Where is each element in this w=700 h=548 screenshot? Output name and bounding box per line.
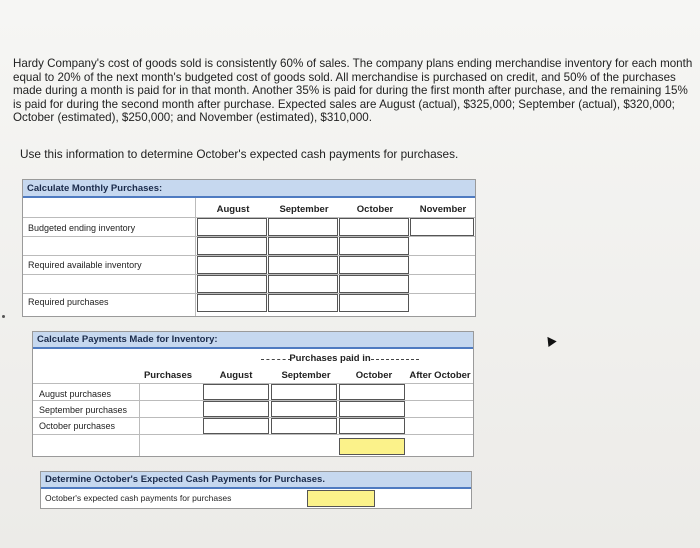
margin-dot <box>2 315 5 318</box>
col-pay-after-october: After October <box>409 370 471 381</box>
input-cogs-august[interactable] <box>197 237 267 255</box>
input-pay-oct-october[interactable] <box>339 418 405 434</box>
input-pay-aug-october[interactable] <box>339 384 405 400</box>
input-rp-october[interactable] <box>339 294 409 312</box>
instruction-text: Use this information to determine October's expected cash payments for purchases. <box>20 147 459 161</box>
input-bei-august[interactable] <box>197 218 267 236</box>
input-pay-oct-purchases[interactable] <box>203 418 269 434</box>
input-pay-sep-october[interactable] <box>339 401 405 417</box>
col-november: November <box>419 204 467 215</box>
input-bi-october[interactable] <box>339 275 409 293</box>
input-pay-aug-purchases[interactable] <box>203 384 269 400</box>
col-pay-august: August <box>219 370 253 381</box>
col-september: September <box>279 204 329 215</box>
input-pay-sep-september[interactable] <box>271 401 337 417</box>
row-september-purchases: September purchases <box>39 405 128 415</box>
payments-header: Calculate Payments Made for Inventory: <box>33 332 473 349</box>
grid-line <box>33 434 473 435</box>
grid-line <box>195 198 196 316</box>
input-bei-october[interactable] <box>339 218 409 236</box>
input-rai-october[interactable] <box>339 256 409 274</box>
col-october: October <box>356 204 394 215</box>
monthly-purchases-table <box>22 179 476 317</box>
input-bei-september[interactable] <box>268 218 338 236</box>
input-bi-august[interactable] <box>197 275 267 293</box>
cash-payments-header: Determine October's Expected Cash Payments for Purchases. <box>41 472 471 489</box>
input-pay-aug-september[interactable] <box>271 384 337 400</box>
row-required-purchases: Required purchases <box>28 297 109 307</box>
row-october-cash-payments: October's expected cash payments for purchases <box>45 493 232 503</box>
input-cogs-september[interactable] <box>268 237 338 255</box>
input-bi-september[interactable] <box>268 275 338 293</box>
group-dash-right <box>371 359 419 361</box>
group-dash-left <box>261 359 291 361</box>
input-pay-sep-purchases[interactable] <box>203 401 269 417</box>
input-pay-total-october[interactable] <box>339 438 405 455</box>
input-rai-august[interactable] <box>197 256 267 274</box>
row-august-purchases: August purchases <box>39 389 112 399</box>
payments-table <box>32 331 474 457</box>
input-rp-september[interactable] <box>268 294 338 312</box>
input-bei-november[interactable] <box>410 218 474 236</box>
row-october-purchases: October purchases <box>39 421 116 431</box>
purchases-paid-in-label: Purchases paid in <box>289 353 371 364</box>
input-cogs-october[interactable] <box>339 237 409 255</box>
col-purchases: Purchases <box>143 370 193 381</box>
input-pay-oct-september[interactable] <box>271 418 337 434</box>
row-required-available-inventory: Required available inventory <box>28 260 142 270</box>
monthly-purchases-header: Calculate Monthly Purchases: <box>23 180 475 198</box>
col-pay-october: October <box>355 370 393 381</box>
grid-line <box>139 383 140 456</box>
input-rai-september[interactable] <box>268 256 338 274</box>
problem-text: Hardy Company's cost of goods sold is consistently 60% of sales. The company plans ending merchandise inventory for each month equal to 20% of the next month's budgeted cost of goods sold. All merchandise is purchased on credit, and 50% of the purchases made during a month is paid for in that month. Another 35% is paid for during the first month after purchase, and the remaining 15% is paid for during the second month after purchase. Expected sales are August (actual), $325,000; September (actual), $320,000; October (estimated), $250,000; and November (estimated), $310,000. <box>13 57 693 125</box>
col-pay-september: September <box>281 370 331 381</box>
mouse-cursor-icon <box>543 334 556 347</box>
row-budgeted-ending-inventory: Budgeted ending inventory <box>28 223 136 233</box>
cash-payments-table <box>40 471 472 509</box>
col-august: August <box>216 204 250 215</box>
input-october-cash-payments[interactable] <box>307 490 375 507</box>
input-rp-august[interactable] <box>197 294 267 312</box>
